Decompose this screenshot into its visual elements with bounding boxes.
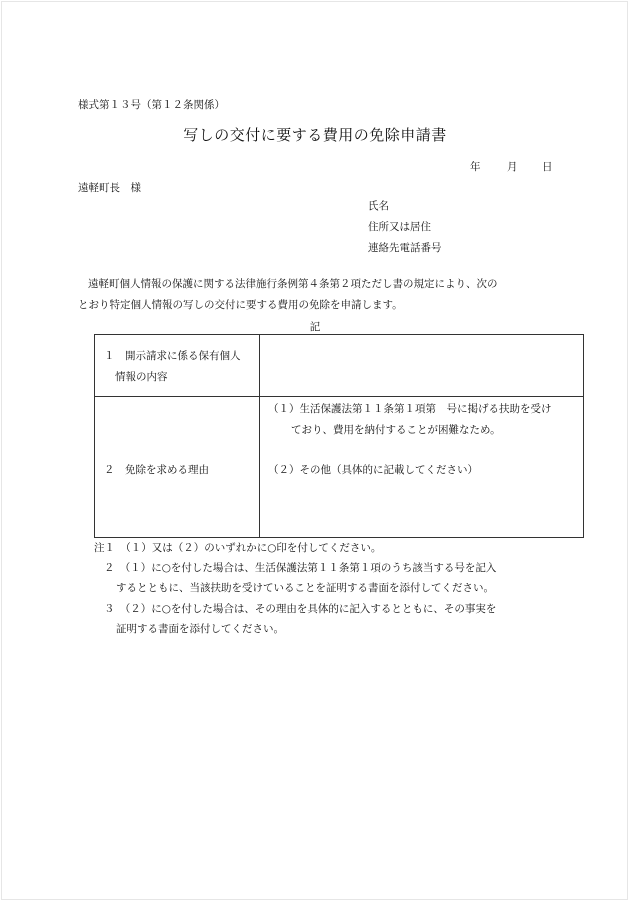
- reason-2: （２）その他（具体的に記載してください）: [268, 464, 478, 476]
- body-line-1: 遠軽町個人情報の保護に関する法律施行条例第４条第２項ただし書の規定により、次の: [88, 278, 498, 290]
- applicant-address-label: 住所又は居住: [368, 221, 431, 233]
- addressee: 遠軽町長 様: [78, 182, 141, 194]
- table-row: [95, 397, 584, 538]
- note-2-line-2: するとともに、当該扶助を受けていることを証明する書面を添付してください。: [116, 582, 494, 594]
- date-year: 年: [470, 161, 481, 173]
- body-line-2: とおり特定個人情報の写しの交付に要する費用の免除を申請します。: [78, 299, 403, 311]
- row2-label: ２ 免除を求める理由: [104, 464, 209, 476]
- form-number: 様式第１３号（第１２条関係）: [78, 99, 225, 111]
- date-day: 日: [542, 161, 553, 173]
- applicant-name-label: 氏名: [368, 200, 389, 212]
- row1-label-line-2: 情報の内容: [115, 371, 168, 383]
- row1-value: [260, 335, 583, 396]
- reason-1-line-1: （１）生活保護法第１１条第１項第 号に掲げる扶助を受け: [268, 403, 552, 415]
- page-title: 写しの交付に要する費用の免除申請書: [183, 126, 447, 144]
- note-1: 注１ （１）又は（２）のいずれかに○印を付してください。: [94, 542, 382, 554]
- applicant-phone-label: 連絡先電話番号: [368, 242, 442, 254]
- reason-1-line-2: ており、費用を納付することが困難なため。: [291, 424, 501, 436]
- date-month: 月: [507, 161, 518, 173]
- table-row: [95, 335, 584, 397]
- row1-label-line-1: １ 開示請求に係る保有個人: [104, 350, 241, 362]
- row2-value-cell[interactable]: [260, 397, 584, 538]
- ki-heading: 記: [309, 321, 321, 333]
- application-table: [94, 334, 584, 538]
- row2-label-cell: [95, 397, 260, 538]
- note-3-line-2: 証明する書面を添付してください。: [116, 623, 284, 635]
- note-2-line-1: ２ （１）に○を付した場合は、生活保護法第１１条第１項のうち該当する号を記入: [104, 562, 497, 574]
- row1-value-cell[interactable]: [260, 335, 584, 397]
- note-3-line-1: ３ （２）に○を付した場合は、その理由を具体的に記入するとともに、その事実を: [104, 603, 497, 615]
- row1-label-cell: [95, 335, 260, 397]
